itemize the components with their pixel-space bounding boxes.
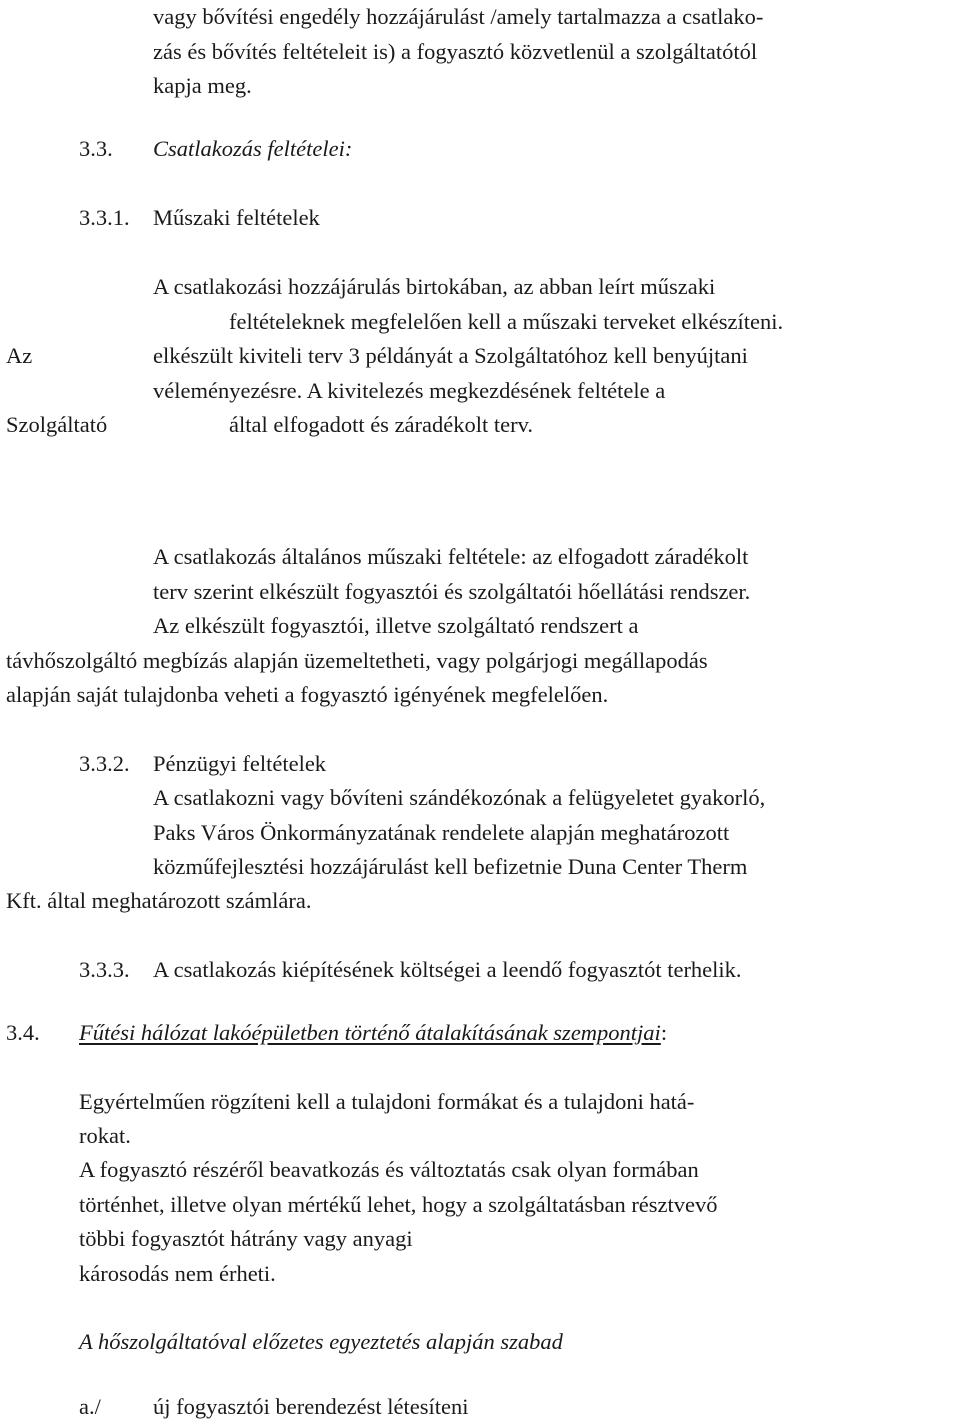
section-3-3-title: Csatlakozás feltételei: [153,136,353,161]
tech-para-line-2: feltételeknek megfelelően kell a műszaki terveket elkészíteni. [229,309,784,334]
heating-line-5: többi fogyasztót hátrány vagy anyagi [79,1226,413,1251]
general-para-line-4: távhőszolgáltó megbízás alapján üzemeltetheti, vagy polgárjogi megállapodás [6,648,708,673]
heating-line-1: Egyértelműen rögzíteni kell a tulajdoni formákat és a tulajdoni hatá- [79,1089,695,1114]
item-a-label: a./ [79,1394,101,1419]
intro-line-2: zás és bővítés feltételeit is) a fogyasztó közvetlenül a szolgáltatótól [153,39,758,64]
heating-line-6: károsodás nem érheti. [79,1261,276,1286]
finance-line-2: Paks Város Önkormányzatának rendelete alapján meghatározott [153,820,730,845]
finance-line-3: közműfejlesztési hozzájárulást kell befizetnie Duna Center Therm [153,854,748,879]
section-3-4-title: Fűtési hálózat lakóépületben történő átalakításának szempontjai [79,1020,661,1045]
intro-line-3: kapja meg. [153,73,252,98]
section-3-4-number: 3.4. [6,1020,40,1045]
general-para-line-1: A csatlakozás általános műszaki feltétele: az elfogadott záradékolt [153,544,749,569]
tech-para-line-5: által elfogadott és záradékolt terv. [229,412,534,437]
section-3-4-colon: : [660,1020,668,1045]
margin-word-szolgaltato: Szolgáltató [6,412,108,437]
finance-line-1: A csatlakozni vagy bővíteni szándékozónak a felügyeletet gyakorló, [153,785,766,810]
section-3-3-number: 3.3. [79,136,113,161]
section-3-3-1-number: 3.3.1. [79,205,130,230]
section-3-3-2-title: Pénzügyi feltételek [153,751,327,776]
section-3-3-3-text: A csatlakozás kiépítésének költségei a leendő fogyasztót terhelik. [153,957,742,982]
tech-para-line-4: véleményezésre. A kivitelezés megkezdésének feltétele a [153,378,666,403]
finance-line-4: Kft. által meghatározott számlára. [6,888,312,913]
general-para-line-2: terv szerint elkészült fogyasztói és szolgáltatói hőellátási rendszer. [153,579,751,604]
heating-italic-line: A hőszolgáltatóval előzetes egyeztetés alapján szabad [79,1329,563,1354]
intro-line-1: vagy bővítési engedély hozzájárulást /amely tartalmazza a csatlako- [153,4,764,29]
tech-para-line-1: A csatlakozási hozzájárulás birtokában, az abban leírt műszaki [153,274,716,299]
general-para-line-5: alapján saját tulajdonba veheti a fogyasztó igényének megfelelően. [6,682,609,707]
margin-word-az: Az [6,343,33,368]
item-a-text: új fogyasztói berendezést létesíteni [153,1394,469,1419]
tech-para-line-3: elkészült kiviteli terv 3 példányát a Szolgáltatóhoz kell benyújtani [153,343,748,368]
section-3-3-2-number: 3.3.2. [79,751,130,776]
heating-line-4: történhet, illetve olyan mértékű lehet, hogy a szolgáltatásban résztvevő [79,1192,718,1217]
heating-line-2: rokat. [79,1123,131,1148]
heating-line-3: A fogyasztó részéről beavatkozás és változtatás csak olyan formában [79,1157,699,1182]
section-3-3-1-title: Műszaki feltételek [153,205,320,230]
section-3-4-heading [79,1022,667,1045]
section-3-3-3-number: 3.3.3. [79,957,130,982]
general-para-line-3: Az elkészült fogyasztói, illetve szolgáltató rendszert a [153,613,639,638]
